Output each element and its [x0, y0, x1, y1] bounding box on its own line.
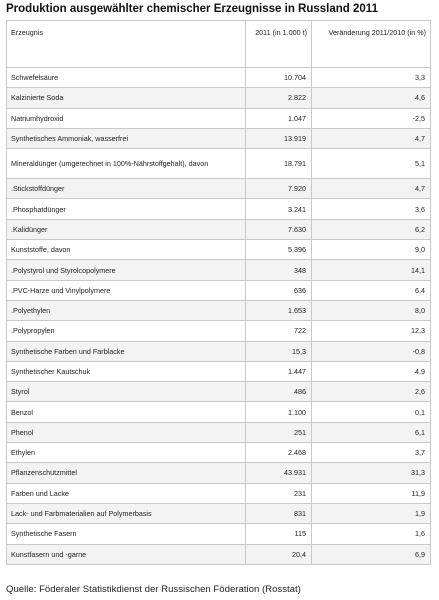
source-note: Quelle: Föderaler Statistikdienst der Russischen Föderation (Rosstat) — [6, 584, 301, 595]
production-cell: 348 — [246, 260, 312, 280]
change-cell: 9,0 — [312, 240, 431, 260]
table-row — [7, 361, 431, 381]
product-cell: .Phosphatdünger — [7, 199, 246, 219]
change-cell: 4,6 — [312, 88, 431, 108]
change-cell: 6,4 — [312, 280, 431, 300]
production-cell: 1.447 — [246, 361, 312, 381]
change-cell: 5,1 — [312, 149, 431, 179]
change-cell: 3,3 — [312, 68, 431, 88]
table-row — [7, 544, 431, 564]
table-row — [7, 108, 431, 128]
table-row — [7, 260, 431, 280]
change-cell: 3,6 — [312, 199, 431, 219]
table-row — [7, 321, 431, 341]
production-cell: 7.630 — [246, 219, 312, 239]
change-cell: 1,9 — [312, 503, 431, 523]
production-cell: 5.396 — [246, 240, 312, 260]
change-cell: 0,1 — [312, 402, 431, 422]
product-cell: Lack- und Farbmaterialien auf Polymerbasis — [7, 503, 246, 523]
change-cell: 31,3 — [312, 463, 431, 483]
production-cell: 722 — [246, 321, 312, 341]
product-cell: Natriumhydroxid — [7, 108, 246, 128]
change-cell: 2,6 — [312, 382, 431, 402]
table-row — [7, 341, 431, 361]
table-row — [7, 88, 431, 108]
product-cell: .Polyethylen — [7, 300, 246, 320]
product-cell: Pflanzenschutzmittel — [7, 463, 246, 483]
production-cell: 10.704 — [246, 68, 312, 88]
product-cell: Synthetischer Kautschuk — [7, 361, 246, 381]
change-cell: 12,3 — [312, 321, 431, 341]
product-cell: Synthetische Farben und Farblacke — [7, 341, 246, 361]
table-row — [7, 149, 431, 179]
product-cell: Phenol — [7, 422, 246, 442]
production-cell: 3.241 — [246, 199, 312, 219]
header-erzeugnis: Erzeugnis — [7, 21, 246, 68]
table-row — [7, 463, 431, 483]
product-cell: Farben und Lacke — [7, 483, 246, 503]
production-cell: 20,4 — [246, 544, 312, 564]
product-cell: .Kalidünger — [7, 219, 246, 239]
change-cell: 4,9 — [312, 361, 431, 381]
product-cell: Synthetisches Ammoniak, wasserfrei — [7, 128, 246, 148]
production-cell: 251 — [246, 422, 312, 442]
production-cell: 2.822 — [246, 88, 312, 108]
product-cell: .Polystyrol und Styrolcopolymere — [7, 260, 246, 280]
table-row — [7, 443, 431, 463]
product-cell: Kunststoffe, davon — [7, 240, 246, 260]
change-cell: 14,1 — [312, 260, 431, 280]
production-cell: 486 — [246, 382, 312, 402]
product-cell: Schwefelsäure — [7, 68, 246, 88]
change-cell: -0,8 — [312, 341, 431, 361]
production-cell: 1.653 — [246, 300, 312, 320]
product-cell: .Polypropylen — [7, 321, 246, 341]
table-row — [7, 199, 431, 219]
product-cell: Mineraldünger (umgerechnet in 100%-Nährstoffgehalt), davon — [7, 149, 246, 179]
table-row — [7, 503, 431, 523]
product-cell: Ethylen — [7, 443, 246, 463]
change-cell: 6,9 — [312, 544, 431, 564]
product-cell: .PVC-Harze und Vinylpolymere — [7, 280, 246, 300]
product-cell: Kunstfasern und -garne — [7, 544, 246, 564]
change-cell: 3,7 — [312, 443, 431, 463]
change-cell: 6,1 — [312, 422, 431, 442]
table-body — [7, 68, 431, 565]
change-cell: -2,5 — [312, 108, 431, 128]
table-row — [7, 402, 431, 422]
table-row — [7, 422, 431, 442]
table-title: Produktion ausgewählter chemischer Erzeugnisse in Russland 2011 — [6, 3, 378, 15]
table-row — [7, 483, 431, 503]
production-cell: 7.920 — [246, 179, 312, 199]
product-cell: Synthetische Fasern — [7, 524, 246, 544]
production-cell: 831 — [246, 503, 312, 523]
table-row — [7, 68, 431, 88]
table-row — [7, 219, 431, 239]
production-cell: 1.100 — [246, 402, 312, 422]
production-cell: 18.791 — [246, 149, 312, 179]
header-production-2011: 2011 (in 1.000 t) — [246, 21, 312, 68]
product-cell: Benzol — [7, 402, 246, 422]
table-row — [7, 128, 431, 148]
change-cell: 6,2 — [312, 219, 431, 239]
product-cell: .Stickstoffdünger — [7, 179, 246, 199]
table-row — [7, 179, 431, 199]
production-cell: 636 — [246, 280, 312, 300]
product-cell: Kalzinierte Soda — [7, 88, 246, 108]
product-cell: Styrol — [7, 382, 246, 402]
production-cell: 43.931 — [246, 463, 312, 483]
change-cell: 8,0 — [312, 300, 431, 320]
table-row — [7, 382, 431, 402]
production-cell: 231 — [246, 483, 312, 503]
production-cell: 115 — [246, 524, 312, 544]
production-cell: 1.047 — [246, 108, 312, 128]
change-cell: 4,7 — [312, 128, 431, 148]
table-row — [7, 240, 431, 260]
change-cell: 11,9 — [312, 483, 431, 503]
table-row — [7, 524, 431, 544]
header-change: Veränderung 2011/2010 (in %) — [312, 21, 431, 68]
header-row — [7, 21, 431, 68]
production-cell: 15,3 — [246, 341, 312, 361]
change-cell: 1,6 — [312, 524, 431, 544]
production-cell: 2.468 — [246, 443, 312, 463]
change-cell: 4,7 — [312, 179, 431, 199]
production-table — [6, 20, 431, 565]
production-cell: 13.919 — [246, 128, 312, 148]
table-row — [7, 280, 431, 300]
table-row — [7, 300, 431, 320]
